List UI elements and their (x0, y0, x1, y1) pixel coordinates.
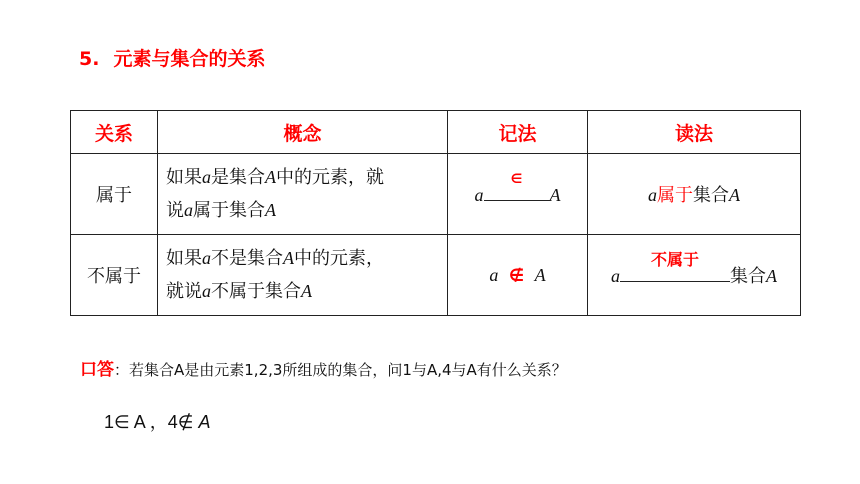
concept-text: 不是集合 (211, 248, 283, 269)
section-title-text: 元素与集合的关系 (113, 48, 266, 70)
header-concept: 概念 (158, 111, 448, 154)
reading-var: A (766, 266, 777, 286)
concept-var: A (283, 248, 294, 268)
reading-text: 集合 (693, 185, 729, 206)
concept-text: 如果 (166, 248, 202, 269)
element-of-symbol: ∈ (510, 172, 523, 187)
concept-var: a (184, 200, 193, 220)
reading-blank (620, 250, 730, 282)
header-notation: 记法 (448, 111, 588, 154)
section-number: 5. (79, 48, 100, 70)
concept-var: a (202, 281, 211, 301)
question (80, 355, 567, 380)
concept-var: A (265, 167, 276, 187)
concept-var: A (265, 200, 276, 220)
header-relation: 关系 (71, 111, 158, 154)
reading-var: a (611, 266, 620, 286)
notation-right: A (534, 264, 546, 285)
answer-text: 1∈ A ，4 (104, 412, 178, 432)
reading-highlight: 属于 (657, 185, 693, 206)
answer (104, 408, 210, 434)
row-relation: 属于 (71, 154, 158, 235)
answer-var: A (198, 412, 211, 432)
section-title (79, 44, 265, 71)
concept-var: a (202, 248, 211, 268)
header-reading: 读法 (588, 111, 801, 154)
concept-text: 中的元素， (294, 248, 384, 269)
concept-text: 是集合 (211, 167, 265, 188)
question-label: 口答 (80, 360, 114, 380)
reading-var: A (729, 185, 740, 205)
concept-text: 属于集合 (193, 200, 265, 221)
concept-var: A (301, 281, 312, 301)
table-header-row (71, 111, 801, 154)
concept-text: 不属于集合 (211, 281, 301, 302)
concept-text: 就说 (166, 281, 202, 302)
not-element-of-symbol: ∉ (177, 412, 194, 432)
relation-table (70, 110, 801, 316)
notation-left: a (489, 264, 499, 285)
row-notation (448, 154, 588, 235)
not-element-of-symbol: ∉ (508, 265, 525, 286)
concept-text: 中的元素，就 (276, 167, 384, 188)
notation-blank (484, 172, 550, 201)
row-concept (158, 235, 448, 316)
question-text: ：若集合A是由元素1,2,3所组成的集合，问1与A,4与A有什么关系？ (114, 361, 567, 379)
row-reading (588, 154, 801, 235)
concept-text: 如果 (166, 167, 202, 188)
table-row (71, 235, 801, 316)
table-row (71, 154, 801, 235)
concept-var: a (202, 167, 211, 187)
row-reading (588, 235, 801, 316)
reading-var: a (648, 185, 657, 205)
row-concept (158, 154, 448, 235)
notation-left: a (474, 185, 484, 205)
row-relation: 不属于 (71, 235, 158, 316)
notation-right: A (549, 185, 561, 205)
reading-highlight: 不属于 (650, 250, 699, 269)
concept-text: 说 (166, 200, 184, 221)
row-notation (448, 235, 588, 316)
reading-text: 集合 (730, 266, 766, 287)
